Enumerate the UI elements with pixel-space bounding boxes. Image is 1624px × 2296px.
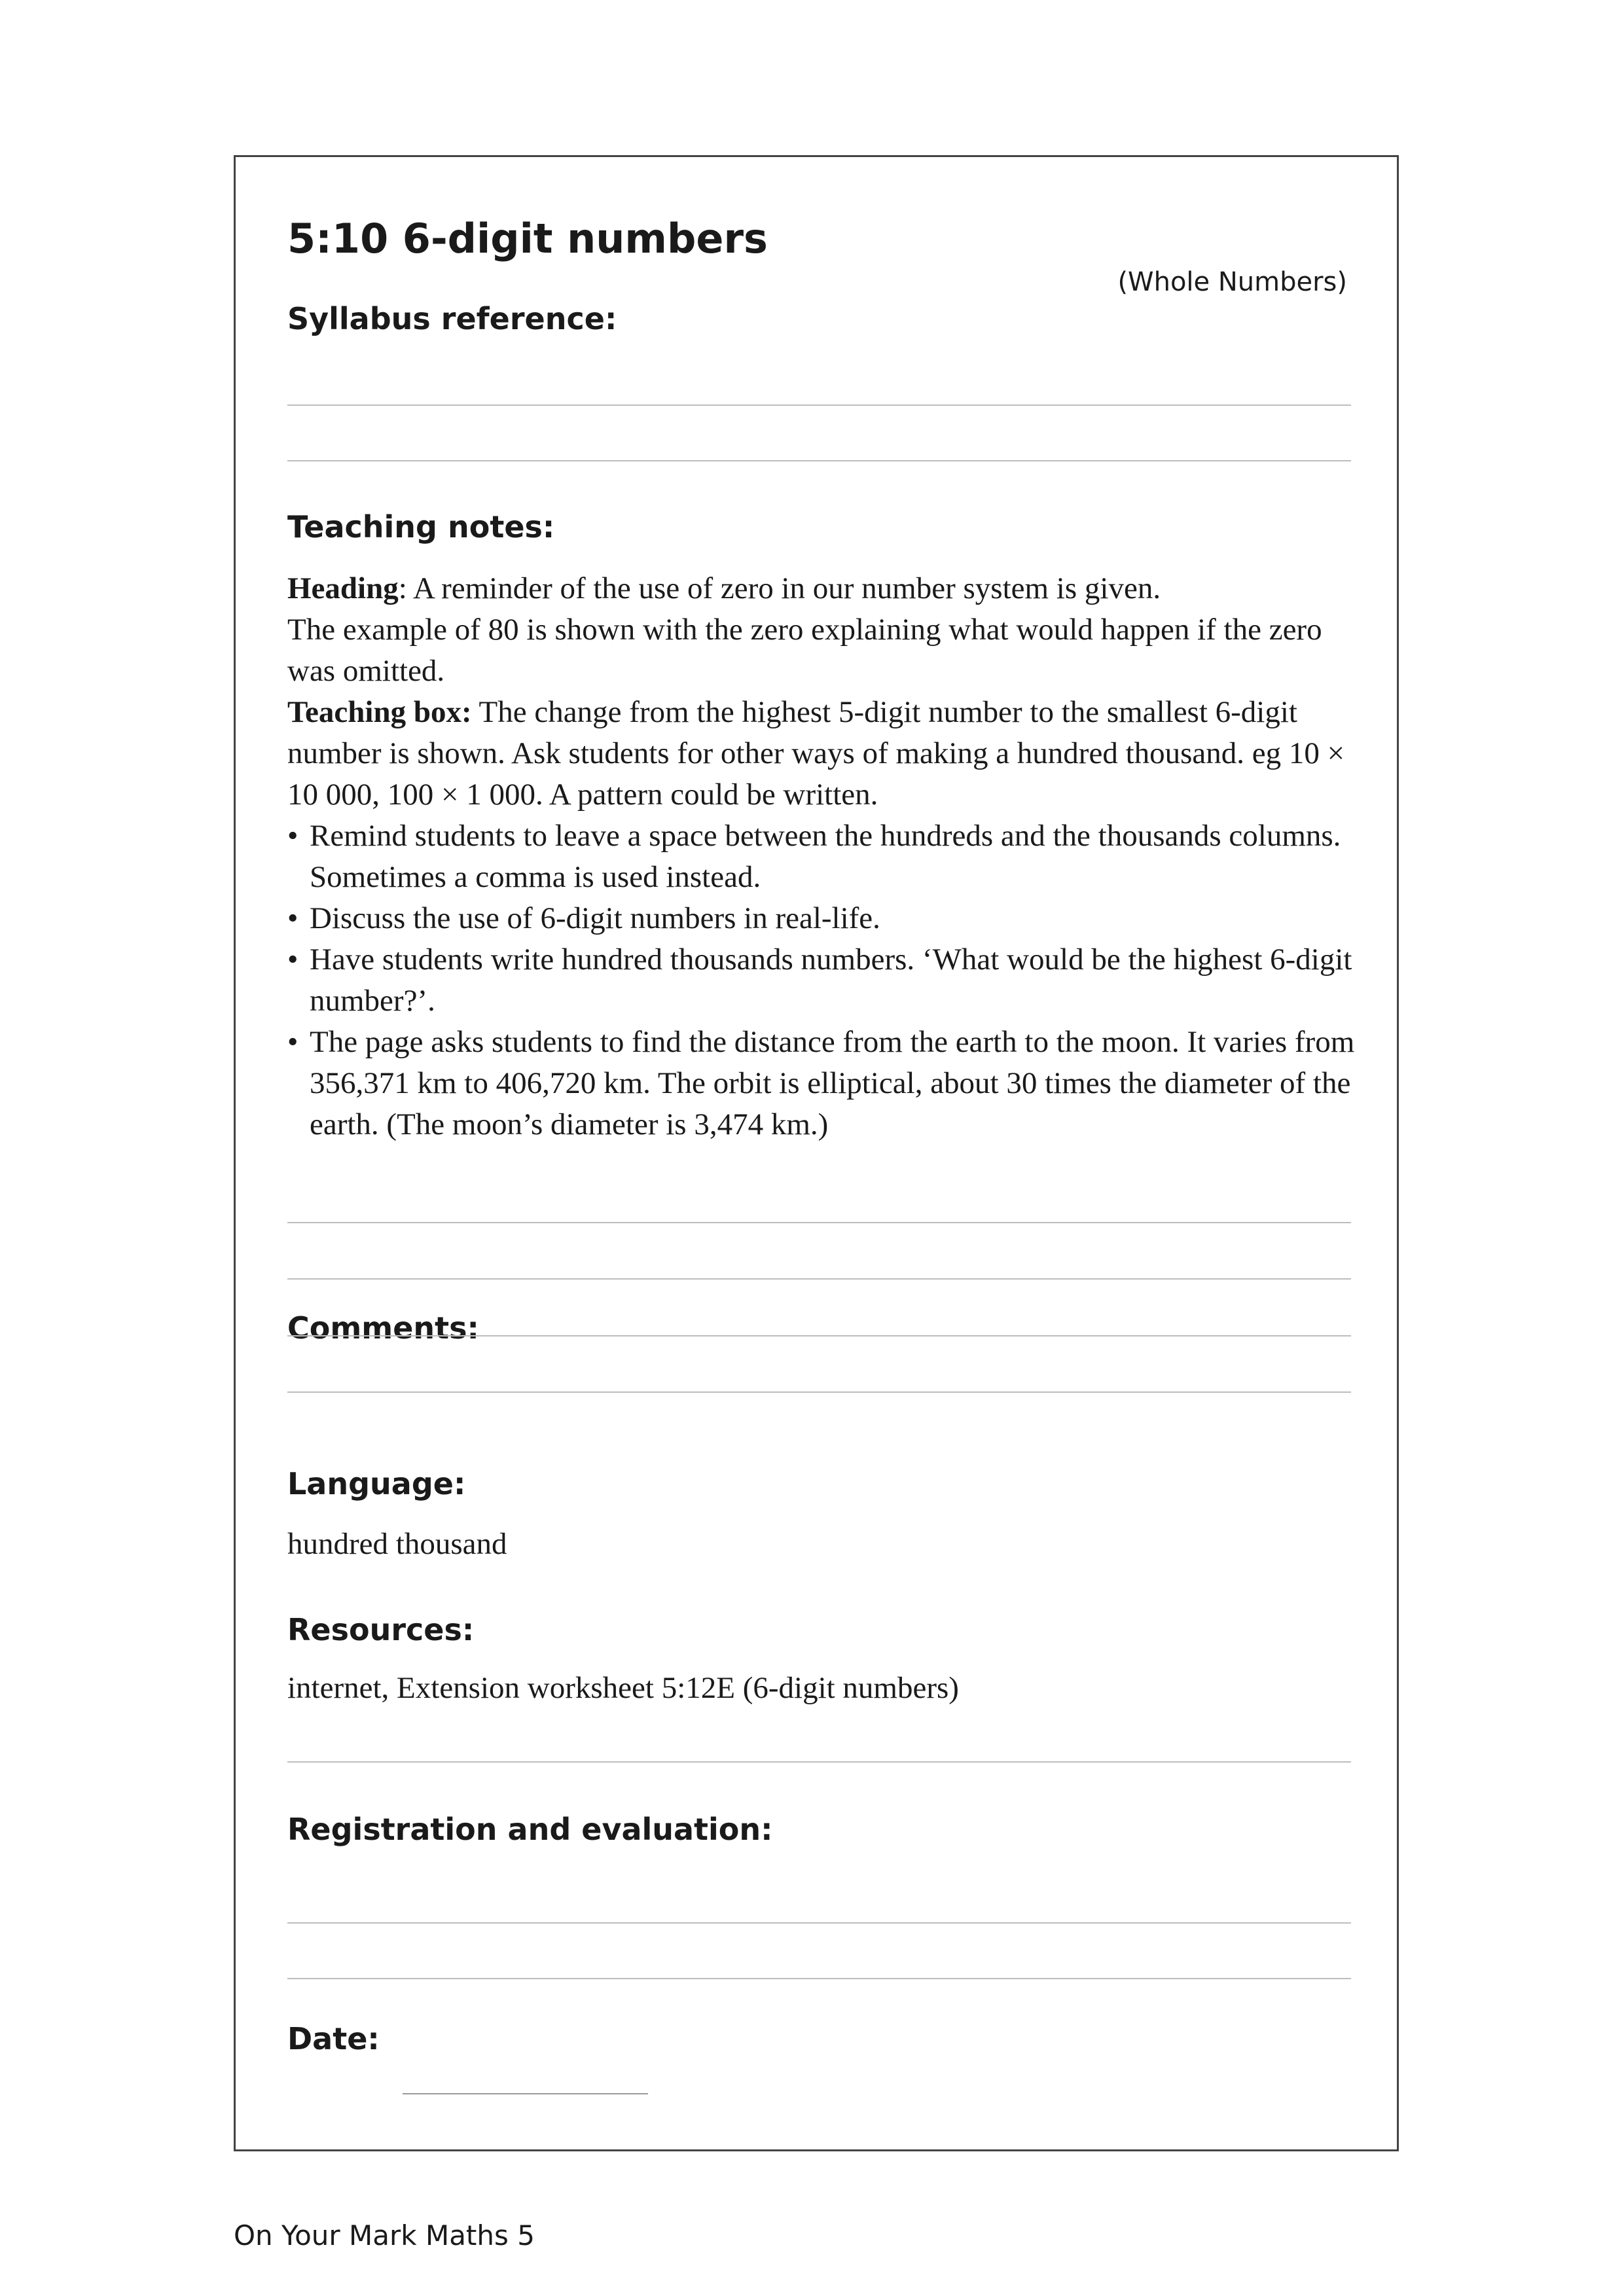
comments-line-3	[287, 1335, 1351, 1336]
teaching-notes-heading: Teaching notes:	[287, 509, 555, 545]
syllabus-heading: Syllabus reference:	[287, 301, 617, 336]
syllabus-line-1	[287, 404, 1351, 406]
example-note: The example of 80 is shown with the zero explaining what would happen if the zero was omitted.	[287, 613, 1322, 688]
registration-heading: Registration and evaluation:	[287, 1812, 773, 1847]
syllabus-line-2	[287, 460, 1351, 461]
comments-heading: Comments:	[287, 1310, 479, 1346]
comments-line-4	[287, 1391, 1351, 1393]
comments-line-1	[287, 1222, 1351, 1223]
resources-heading: Resources:	[287, 1612, 475, 1647]
registration-line-2	[287, 1978, 1351, 1979]
language-text: hundred thousand	[287, 1527, 507, 1561]
registration-line-1	[287, 1922, 1351, 1924]
teaching-box-note	[287, 692, 1367, 816]
teaching-notes	[287, 568, 1367, 1145]
bullet-item: • Discuss the use of 6-digit numbers in real-life.	[287, 898, 1367, 939]
page-title: 5:10 6-digit numbers	[287, 215, 768, 262]
heading-note-text: : A reminder of the use of zero in our number system is given.	[398, 571, 1161, 605]
bullet-item: • Have students write hundred thousands numbers. ‘What would be the highest 6-digit number?’.	[287, 939, 1367, 1022]
date-line	[403, 2093, 648, 2094]
resources-line	[287, 1761, 1351, 1763]
heading-note	[287, 568, 1367, 609]
resources-text: internet, Extension worksheet 5:12E (6-digit numbers)	[287, 1671, 959, 1705]
teaching-box-text: The change from the highest 5-digit number to the smallest 6-digit number is shown. Ask students for other ways of making a hundred thousand. eg 10 × 10 000, 100 × 1 000. A pattern could be written.	[287, 695, 1345, 812]
lesson-card	[234, 155, 1399, 2151]
bullet-item: • The page asks students to find the distance from the earth to the moon. It varies from 356,371 km to 406,720 km. The orbit is elliptical, about 30 times the diameter of the earth. (The moon’s diameter is 3,474 km.)	[287, 1022, 1367, 1145]
category-label: (Whole Numbers)	[1117, 267, 1347, 297]
date-label: Date:	[287, 2021, 380, 2056]
language-heading: Language:	[287, 1466, 466, 1501]
page-footer: On Your Mark Maths 5	[234, 2219, 535, 2251]
teaching-box-label: Teaching box:	[287, 695, 472, 729]
teaching-bullet-list	[287, 816, 1367, 1145]
comments-line-2	[287, 1278, 1351, 1280]
heading-note-label: Heading	[287, 571, 399, 605]
bullet-item: • Remind students to leave a space between the hundreds and the thousands columns. Sometimes a comma is used instead.	[287, 816, 1367, 898]
